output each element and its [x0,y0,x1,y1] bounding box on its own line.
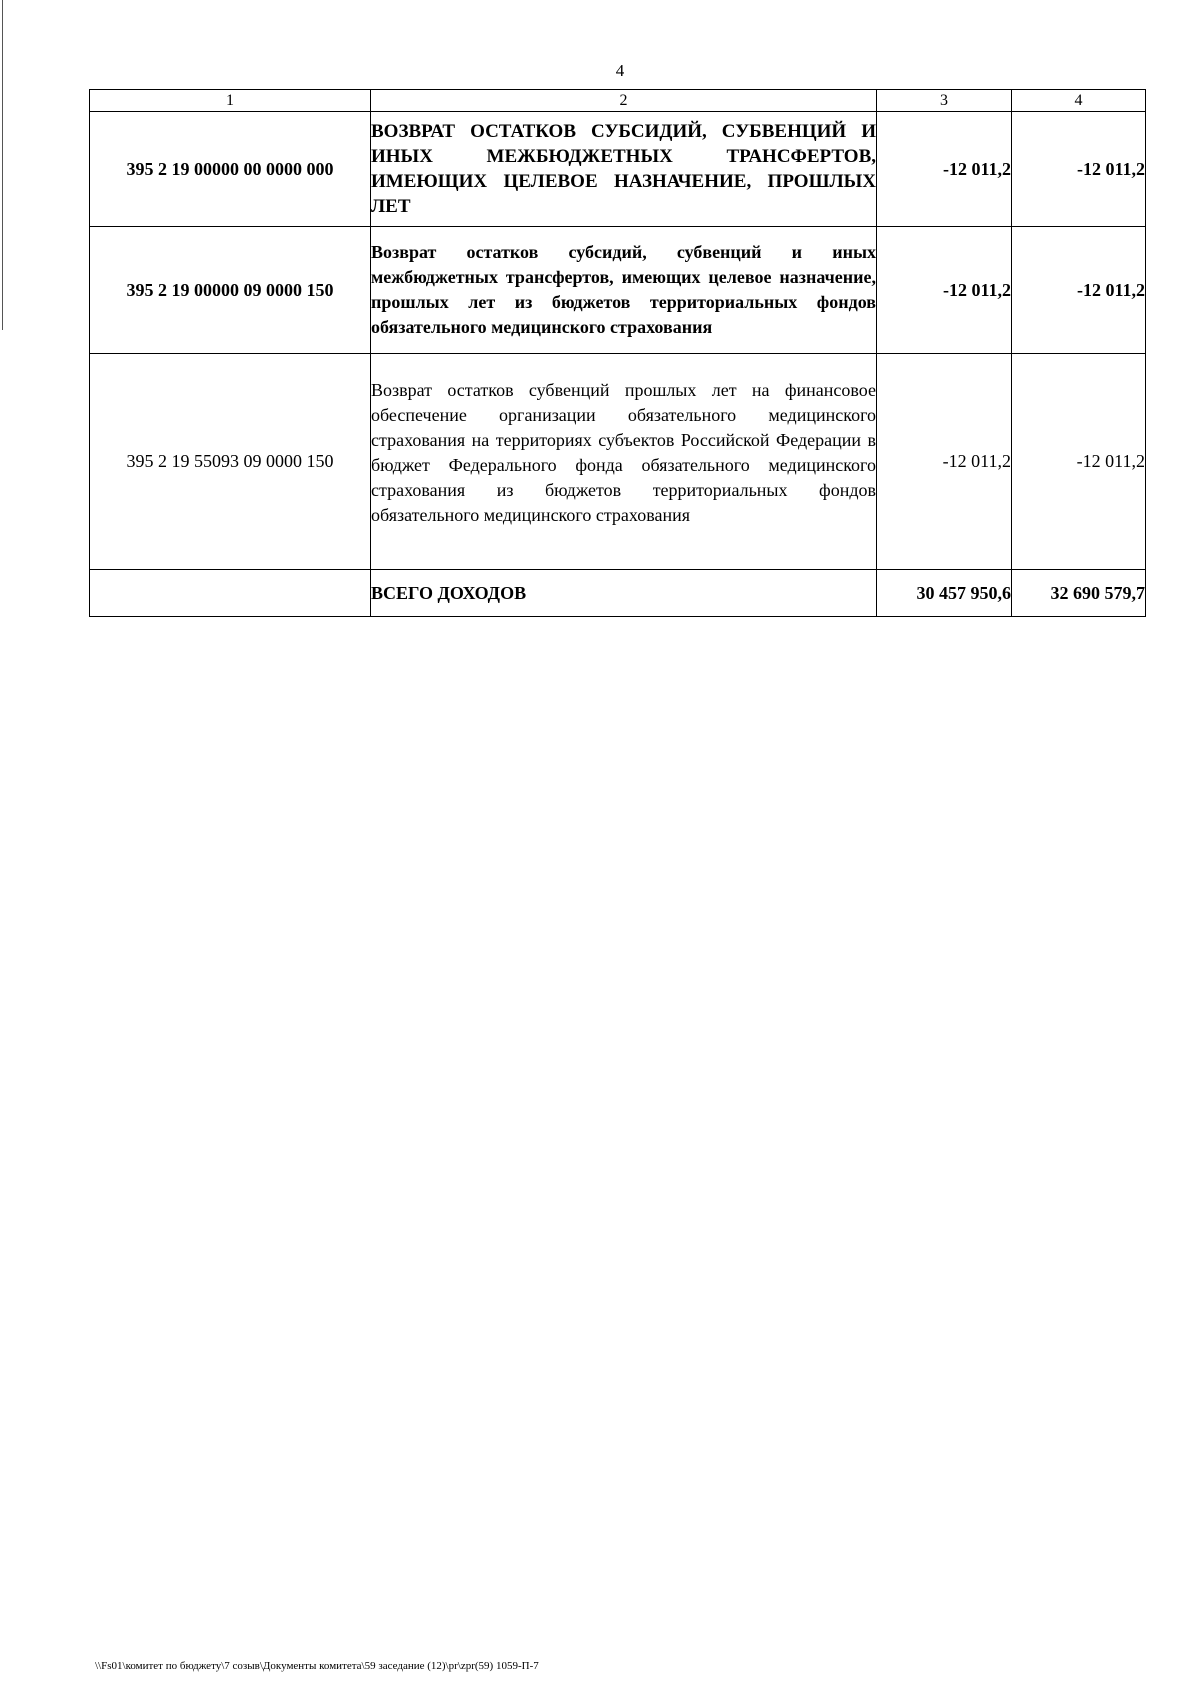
budget-table [89,89,1146,617]
column-header: 2 [371,90,877,112]
page-number: 4 [615,61,625,80]
table-row [90,354,1146,570]
total-row [90,570,1146,617]
amount-column-4: -12 011,2 [1012,112,1146,227]
footer-file-path: \\Fs01\комитет по бюджету\7 созыв\Документы комитета\59 заседание (12)\pr\zpr(59) 1059-П-7 [95,1660,539,1672]
budget-code: 395 2 19 55093 09 0000 150 [90,354,371,570]
amount-column-3: -12 011,2 [877,354,1012,570]
amount-column-3: -12 011,2 [877,227,1012,354]
amount-column-4: -12 011,2 [1012,227,1146,354]
budget-code: 395 2 19 00000 09 0000 150 [90,227,371,354]
budget-code: 395 2 19 00000 00 0000 000 [90,112,371,227]
total-amount-column-4: 32 690 579,7 [1012,570,1146,617]
table-row [90,227,1146,354]
row-description: Возврат остатков субсидий, субвенций и иных межбюджетных трансфертов, имеющих целевое назначение, прошлых лет из бюджетов территориальных фондов обязательного медицинского страхования [371,227,877,354]
table-row [90,112,1146,227]
total-amount-column-3: 30 457 950,6 [877,570,1012,617]
total-label: ВСЕГО ДОХОДОВ [371,570,877,617]
row-description: ВОЗВРАТ ОСТАТКОВ СУБСИДИЙ, СУБВЕНЦИЙ И ИНЫХ МЕЖБЮДЖЕТНЫХ ТРАНСФЕРТОВ, ИМЕЮЩИХ ЦЕЛЕВОЕ НАЗНАЧЕНИЕ, ПРОШЛЫХ ЛЕТ [371,112,877,227]
scan-edge-line [2,0,3,330]
column-header: 3 [877,90,1012,112]
column-header: 4 [1012,90,1146,112]
table-header-row [90,90,1146,112]
empty-cell [90,570,371,617]
amount-column-4: -12 011,2 [1012,354,1146,570]
amount-column-3: -12 011,2 [877,112,1012,227]
row-description: Возврат остатков субвенций прошлых лет на финансовое обеспечение организации обязательного медицинского страхования на территориях субъектов Российской Федерации в бюджет Федерального фонда обязательного медицинского страхования из бюджетов территориальных фондов обязательного медицинского страхования [371,354,877,570]
column-header: 1 [90,90,371,112]
